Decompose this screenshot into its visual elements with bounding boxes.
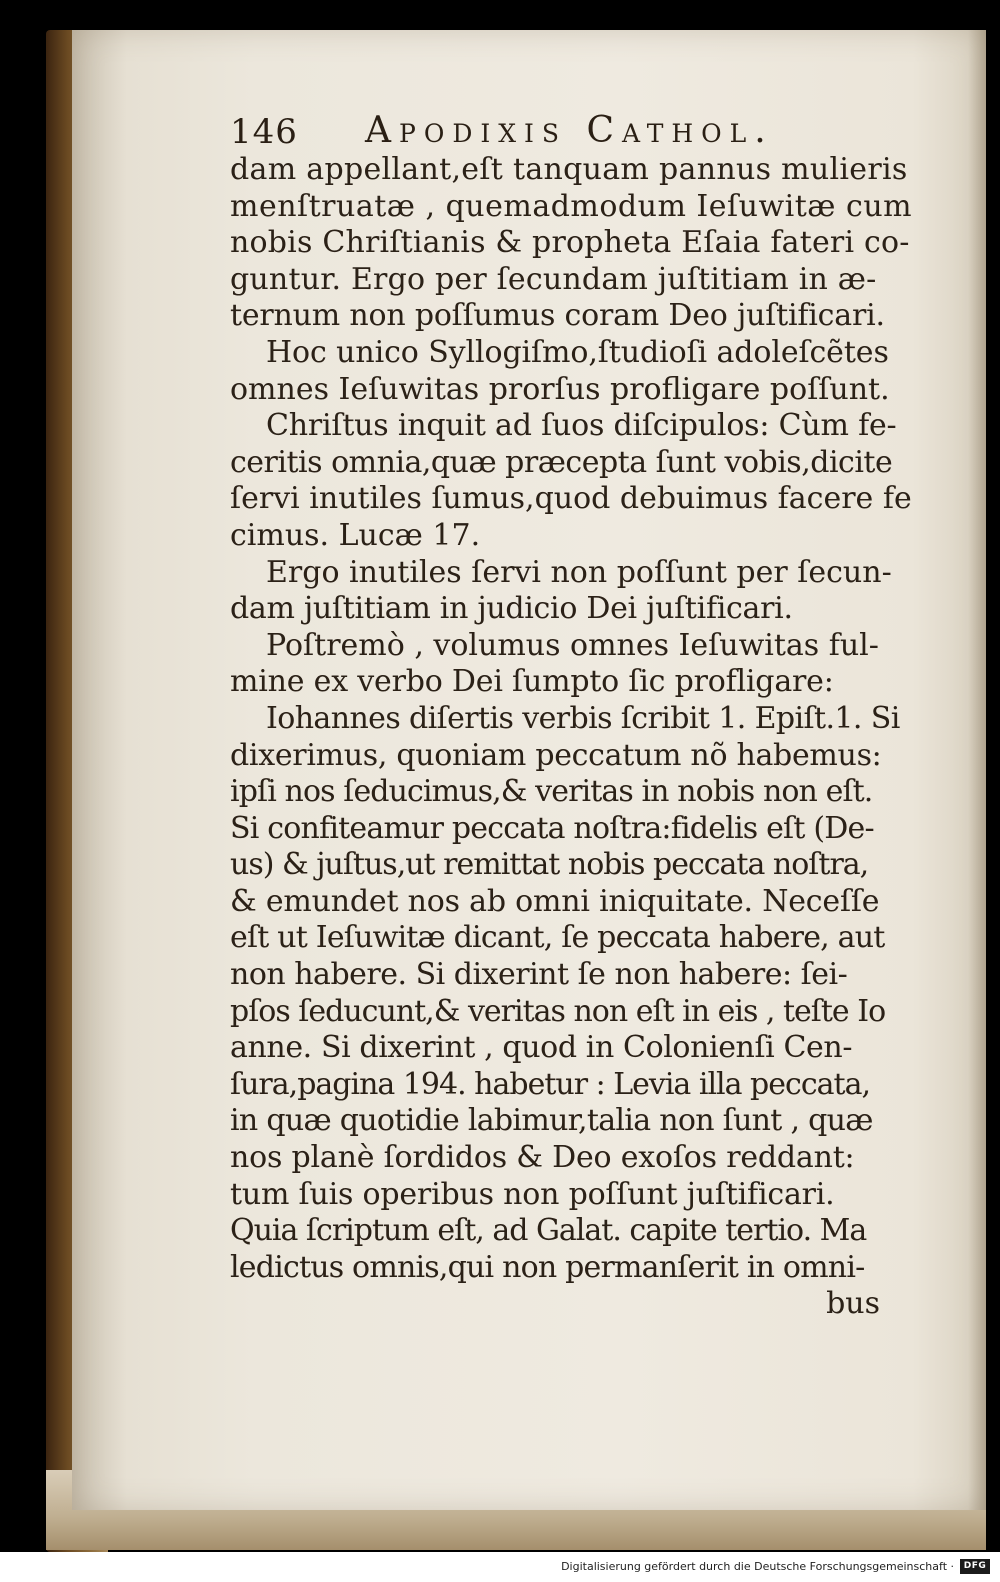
- text-line: Chriſtus inquit ad ſuos diſcipulos: Cùm fe-: [266, 408, 897, 444]
- text-line: cimus. Lucæ 17.: [230, 517, 481, 553]
- text-line: ternum non poſſumus coram Deo juſtificari.: [230, 298, 885, 334]
- text-line: us) & juſtus,ut remittat nobis peccata noſtra,: [230, 847, 869, 883]
- text-line: ipſi nos ſeducimus,& veritas in nobis non eſt.: [230, 774, 873, 810]
- catchword: bus: [826, 1286, 880, 1322]
- text-line: menſtruatæ , quemadmodum Ieſuwitæ cum: [230, 188, 913, 224]
- text-line: Ergo inutiles ſervi non poſſunt per ſecun-: [266, 554, 892, 590]
- text-line: nos planè ſordidos & Deo exoſos reddant:: [230, 1140, 855, 1176]
- text-line: non habere. Si dixerint ſe non habere: ſei-: [230, 957, 848, 993]
- funding-credit: Digitalisierung gefördert durch die Deutsche Forschungsgemeinschaft ·: [561, 1560, 954, 1573]
- digitization-footer: [0, 1552, 1000, 1582]
- text-line: ceritis omnia,quæ præcepta ſunt vobis,dicite: [230, 444, 893, 480]
- text-line: nobis Chriſtianis & propheta Eſaia fateri co-: [230, 225, 910, 261]
- body-text: [230, 152, 913, 1323]
- running-title: Apodixis Cathol.: [365, 110, 774, 151]
- text-line: Iohannes diſertis verbis ſcribit 1. Epiſt.1. Si: [266, 700, 900, 736]
- text-line: guntur. Ergo per ſecundam juſtitiam in æ-: [230, 261, 877, 297]
- text-line: dam appellant,eſt tanquam pannus mulieris: [230, 152, 908, 187]
- text-line: dixerimus, quoniam peccatum nõ habemus:: [230, 737, 882, 773]
- dfg-logo: DFG: [960, 1559, 990, 1574]
- page-gutter-shadow: [968, 30, 986, 1510]
- text-line: Hoc unico Syllogiſmo,ſtudioſi adoleſcẽtes: [266, 334, 889, 370]
- text-line: dam juſtitiam in judicio Dei juſtificari.: [230, 591, 793, 627]
- page-number: 146: [230, 112, 298, 152]
- text-line: pſos ſeducunt,& veritas non eſt in eis , teſte Io: [230, 993, 886, 1029]
- text-line: ſervi inutiles ſumus,quod debuimus facere fe: [230, 481, 912, 517]
- text-line: eſt ut Ieſuwitæ dicant, ſe peccata habere, aut: [230, 920, 885, 956]
- text-line: mine ex verbo Dei ſumpto ſic profligare:: [230, 664, 834, 700]
- text-line: & emundet nos ab omni iniquitate. Neceſſe: [230, 883, 880, 919]
- text-line: omnes Ieſuwitas prorſus profligare poſſunt.: [230, 371, 890, 407]
- text-line: ſura,pagina 194. habetur : Levia illa peccata,: [230, 1066, 870, 1102]
- text-line: Poſtremò , volumus omnes Ieſuwitas ful-: [266, 627, 879, 663]
- text-line: ledictus omnis,qui non permanſerit in omni-: [230, 1249, 865, 1285]
- text-line: in quæ quotidie labimur,talia non ſunt , quæ: [230, 1103, 873, 1139]
- text-line: tum ſuis operibus non poſſunt juſtificari.: [230, 1176, 835, 1212]
- text-line: Si confiteamur peccata noſtra:fidelis eſt (De-: [230, 810, 874, 846]
- text-line: anne. Si dixerint , quod in Colonienſi Cen-: [230, 1030, 853, 1066]
- text-line: Quia ſcriptum eſt, ad Galat. capite tertio. Ma: [230, 1213, 867, 1249]
